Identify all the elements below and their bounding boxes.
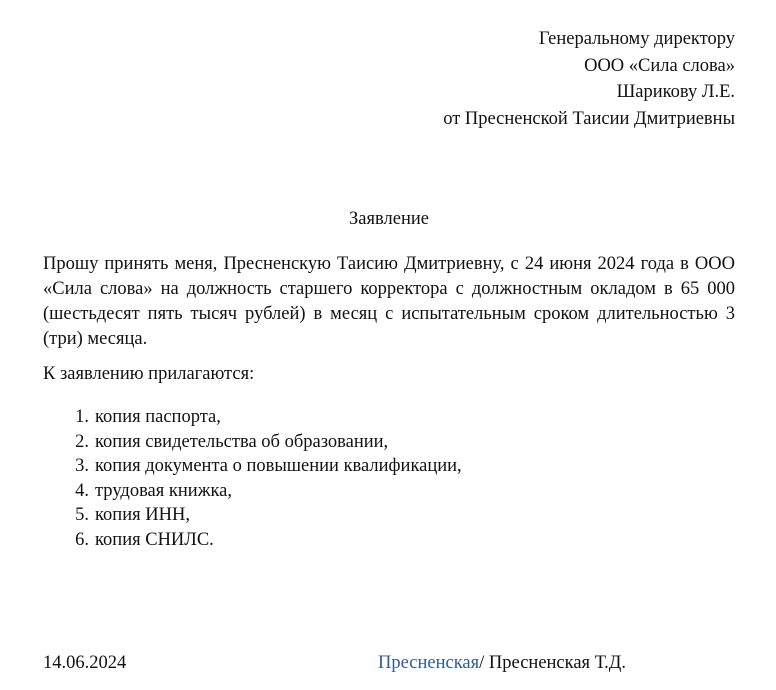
list-item-number: 2. xyxy=(75,431,89,452)
addressee-block xyxy=(43,26,735,132)
signature-block xyxy=(378,651,626,675)
addressee-line-1: Генеральному директору xyxy=(538,29,735,49)
list-item-label: копия паспорта, xyxy=(95,407,221,427)
handwritten-signature: Пресненская xyxy=(378,653,480,673)
document-footer xyxy=(43,651,735,677)
attachments-lead-in: К заявлению прилагаются: xyxy=(43,364,255,384)
list-item xyxy=(43,405,735,430)
signature-printed-name: Пресненская Т.Д. xyxy=(488,653,627,673)
list-item-label: трудовая книжка, xyxy=(95,480,233,501)
list-item-label: копия свидетельства об образовании, xyxy=(95,431,389,452)
document-title: Заявление xyxy=(349,209,429,229)
list-item xyxy=(43,528,735,553)
list-item-label: копия СНИЛС. xyxy=(95,529,214,550)
addressee-line-3: Шарикову Л.Е. xyxy=(616,82,735,102)
list-item-number: 5. xyxy=(75,505,89,525)
list-item-label: копия ИНН, xyxy=(95,505,190,525)
list-item xyxy=(43,454,735,479)
list-item-number: 3. xyxy=(75,456,89,476)
addressee-line-4: от Пресненской Таисии Дмитриевны xyxy=(443,108,735,129)
body-paragraph: Прошу принять меня, Пресненскую Таисию Дмитриевну, с 24 июня 2024 года в ООО «Сила слова» на должность старшего корректора с должностным окладом в 65 000 (шестьдесят пять тысяч рублей) в месяц с испытательным сроком длительностью 3 (три) месяца. xyxy=(43,254,735,349)
list-item-number: 4. xyxy=(75,480,89,501)
attachments-list xyxy=(43,405,735,552)
list-item-number: 6. xyxy=(75,529,89,550)
list-item-label: копия документа о повышении квалификации, xyxy=(95,456,462,476)
list-item xyxy=(43,479,735,504)
document-date: 14.06.2024 xyxy=(43,653,127,673)
addressee-line-2: ООО «Сила слова» xyxy=(584,55,735,76)
list-item xyxy=(43,503,735,528)
list-item-number: 1. xyxy=(75,407,89,427)
list-item xyxy=(43,430,735,455)
signature-separator: / xyxy=(479,653,485,673)
